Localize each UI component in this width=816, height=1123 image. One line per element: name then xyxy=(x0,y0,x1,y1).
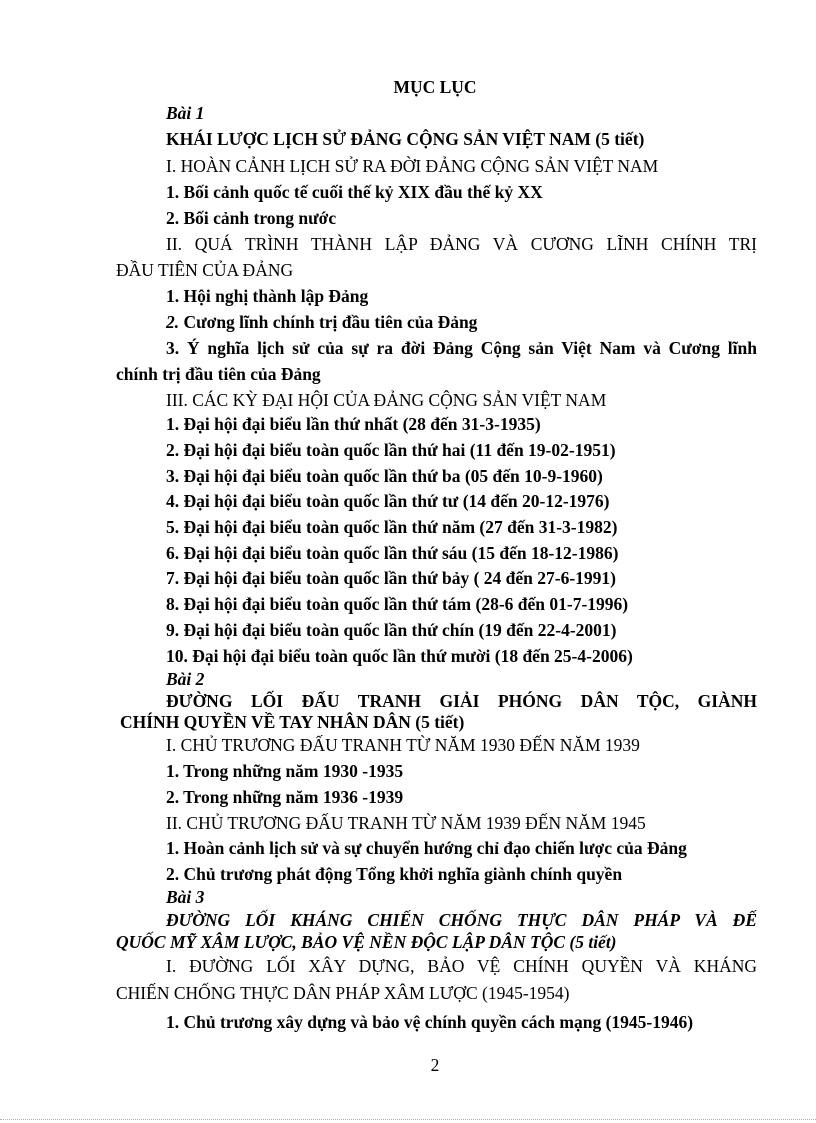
lesson-1-heading[interactable]: KHÁI LƯỢC LỊCH SỬ ĐẢNG CỘNG SẢN VIỆT NAM (5 tiết) xyxy=(166,129,645,149)
toc-entry[interactable]: 3. Đại hội đại biểu toàn quốc lần thứ ba (05 đến 10-9-1960) xyxy=(166,466,603,486)
lesson-1-section-2-heading[interactable]: II. QUÁ TRÌNH THÀNH LẬP ĐẢNG VÀ CƯƠNG LĨNH CHÍNH TRỊ xyxy=(166,234,757,254)
toc-entry[interactable]: 1. Hội nghị thành lập Đảng xyxy=(166,286,369,306)
lesson-1-section-3-heading[interactable]: III. CÁC KỲ ĐẠI HỘI CỦA ĐẢNG CỘNG SẢN VIỆT NAM xyxy=(166,390,607,410)
toc-entry[interactable]: 1. Chủ trương xây dựng và bảo vệ chính quyền cách mạng (1945-1946) xyxy=(166,1012,694,1032)
toc-entry[interactable]: 6. Đại hội đại biểu toàn quốc lần thứ sáu (15 đến 18-12-1986) xyxy=(166,543,619,563)
page-number: 2 xyxy=(430,1055,440,1075)
toc-entry[interactable]: 2. Trong những năm 1936 -1939 xyxy=(166,787,404,807)
lesson-1-section-2-heading-cont[interactable]: ĐẦU TIÊN CỦA ĐẢNG xyxy=(116,260,294,280)
toc-entry[interactable]: 1. Bối cảnh quốc tế cuối thế kỷ XIX đầu thế kỷ XX xyxy=(166,182,543,202)
lesson-1-section-1-heading[interactable]: I. HOÀN CẢNH LỊCH SỬ RA ĐỜI ĐẢNG CỘNG SẢN VIỆT NAM xyxy=(166,156,659,176)
toc-entry-cont[interactable]: chính trị đầu tiên của Đảng xyxy=(116,364,321,384)
toc-entry[interactable]: 5. Đại hội đại biểu toàn quốc lần thứ năm (27 đến 31-3-1982) xyxy=(166,517,618,537)
toc-entry[interactable]: 2. Chủ trương phát động Tổng khởi nghĩa giành chính quyền xyxy=(166,864,623,884)
lesson-3-heading[interactable]: ĐƯỜNG LỐI KHÁNG CHIẾN CHỐNG THỰC DÂN PHÁP VÀ ĐẾ xyxy=(166,910,757,930)
toc-entry-text: Cương lĩnh chính trị đầu tiên của Đảng xyxy=(183,312,478,332)
toc-entry[interactable]: 3. Ý nghĩa lịch sử của sự ra đời Đảng Cộng sản Việt Nam và Cương lĩnh xyxy=(166,338,757,358)
toc-entry[interactable]: 1. Trong những năm 1930 -1935 xyxy=(166,761,404,781)
lesson-3-section-1-heading[interactable]: I. ĐƯỜNG LỐI XÂY DỰNG, BẢO VỆ CHÍNH QUYỀN VÀ KHÁNG xyxy=(166,956,757,976)
lesson-2-section-1-heading[interactable]: I. CHỦ TRƯƠNG ĐẤU TRANH TỪ NĂM 1930 ĐẾN NĂM 1939 xyxy=(166,735,640,755)
toc-entry[interactable]: 2. Bối cảnh trong nước xyxy=(166,208,337,228)
page-bottom-rule xyxy=(0,1119,816,1120)
toc-entry[interactable]: 1. Đại hội đại biểu lần thứ nhất (28 đến 31-3-1935) xyxy=(166,414,541,434)
lesson-2-heading[interactable]: ĐƯỜNG LỐI ĐẤU TRANH GIẢI PHÓNG DÂN TỘC, GIÀNH xyxy=(166,691,757,711)
lesson-3-section-1-heading-cont[interactable]: CHIẾN CHỐNG THỰC DÂN PHÁP XÂM LƯỢC (1945-1954) xyxy=(116,983,570,1003)
toc-entry[interactable]: 8. Đại hội đại biểu toàn quốc lần thứ tám (28-6 đến 01-7-1996) xyxy=(166,594,629,614)
toc-entry[interactable]: 9. Đại hội đại biểu toàn quốc lần thứ chín (19 đến 22-4-2001) xyxy=(166,620,617,640)
lesson-3-label: Bài 3 xyxy=(166,887,205,907)
toc-entry[interactable]: 7. Đại hội đại biểu toàn quốc lần thứ bảy ( 24 đến 27-6-1991) xyxy=(166,568,617,588)
toc-entry-number: 2. xyxy=(166,312,180,332)
toc-entry[interactable]: 1. Hoàn cảnh lịch sử và sự chuyển hướng chỉ đạo chiến lược của Đảng xyxy=(166,838,687,858)
toc-entry[interactable]: 4. Đại hội đại biểu toàn quốc lần thứ tư (14 đến 20-12-1976) xyxy=(166,491,610,511)
toc-entry[interactable] xyxy=(166,311,477,333)
lesson-3-heading-cont[interactable]: QUỐC MỸ XÂM LƯỢC, BẢO VỆ NỀN ĐỘC LẬP DÂN TỘC (5 tiết) xyxy=(116,932,617,952)
toc-entry[interactable]: 10. Đại hội đại biểu toàn quốc lần thứ mười (18 đến 25-4-2006) xyxy=(166,646,633,666)
lesson-2-section-2-heading[interactable]: II. CHỦ TRƯƠNG ĐẤU TRANH TỪ NĂM 1939 ĐẾN NĂM 1945 xyxy=(166,813,646,833)
lesson-2-label: Bài 2 xyxy=(166,669,205,689)
lesson-1-label: Bài 1 xyxy=(166,103,205,123)
toc-entry[interactable]: 2. Đại hội đại biểu toàn quốc lần thứ hai (11 đến 19-02-1951) xyxy=(166,440,616,460)
page-title: MỤC LỤC xyxy=(393,77,477,97)
lesson-2-heading-cont[interactable]: CHÍNH QUYỀN VỀ TAY NHÂN DÂN (5 tiết) xyxy=(120,712,465,732)
